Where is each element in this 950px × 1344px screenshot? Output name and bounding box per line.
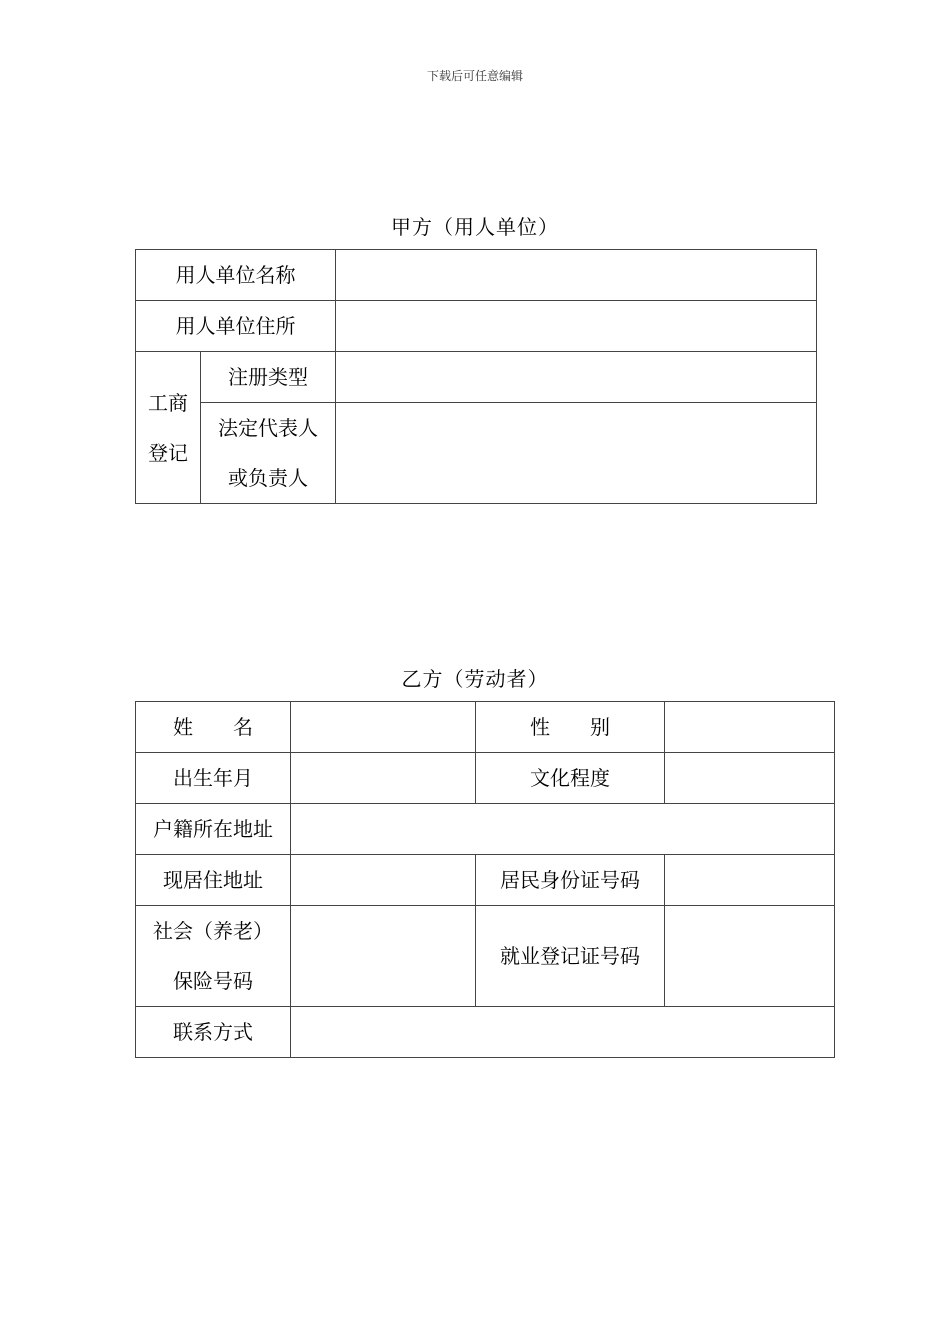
- party-b-table: [135, 701, 835, 1058]
- party-a-title: 甲方（用人单位）: [391, 215, 559, 239]
- table-row: [136, 804, 835, 855]
- registration-label: [136, 352, 201, 504]
- registration-label-line1: 工商: [148, 390, 188, 415]
- registration-type-field[interactable]: [336, 352, 817, 403]
- registration-type-label: 注册类型: [201, 352, 336, 403]
- table-row: [136, 250, 817, 301]
- table-row: [136, 753, 835, 804]
- legal-rep-field[interactable]: [336, 403, 817, 504]
- employment-reg-label: 就业登记证号码: [476, 906, 665, 1007]
- social-insurance-label-line1: 社会（养老）: [153, 919, 273, 943]
- id-number-field[interactable]: [665, 855, 835, 906]
- social-insurance-field[interactable]: [291, 906, 476, 1007]
- legal-rep-label-line1: 法定代表人: [218, 416, 318, 440]
- id-number-label: 居民身份证号码: [476, 855, 665, 906]
- birth-label: 出生年月: [136, 753, 291, 804]
- name-label: 姓 名: [136, 702, 291, 753]
- table-row: [136, 702, 835, 753]
- table-row: [136, 855, 835, 906]
- gender-field[interactable]: [665, 702, 835, 753]
- household-address-field[interactable]: [291, 804, 835, 855]
- table-row: [136, 906, 835, 1007]
- legal-rep-label-line2: 或负责人: [228, 466, 308, 490]
- party-b-title: 乙方（劳动者）: [401, 667, 549, 691]
- social-insurance-label: [136, 906, 291, 1007]
- employer-name-label: 用人单位名称: [136, 250, 336, 301]
- legal-rep-label: [201, 403, 336, 504]
- employment-reg-field[interactable]: [665, 906, 835, 1007]
- table-row: [136, 352, 817, 403]
- employer-name-field[interactable]: [336, 250, 817, 301]
- table-row: [136, 301, 817, 352]
- current-address-label: 现居住地址: [136, 855, 291, 906]
- party-a-table: [135, 249, 817, 504]
- contact-field[interactable]: [291, 1007, 835, 1058]
- social-insurance-label-line2: 保险号码: [173, 969, 253, 993]
- household-address-label: 户籍所在地址: [136, 804, 291, 855]
- birth-field[interactable]: [291, 753, 476, 804]
- education-field[interactable]: [665, 753, 835, 804]
- registration-label-line2: 登记: [148, 440, 188, 465]
- gender-label: 性 别: [476, 702, 665, 753]
- header-note: 下载后可任意编辑: [426, 69, 523, 83]
- table-row: [136, 403, 817, 504]
- employer-address-label: 用人单位住所: [136, 301, 336, 352]
- table-row: [136, 1007, 835, 1058]
- current-address-field[interactable]: [291, 855, 476, 906]
- employer-address-field[interactable]: [336, 301, 817, 352]
- education-label: 文化程度: [476, 753, 665, 804]
- contact-label: 联系方式: [136, 1007, 291, 1058]
- name-field[interactable]: [291, 702, 476, 753]
